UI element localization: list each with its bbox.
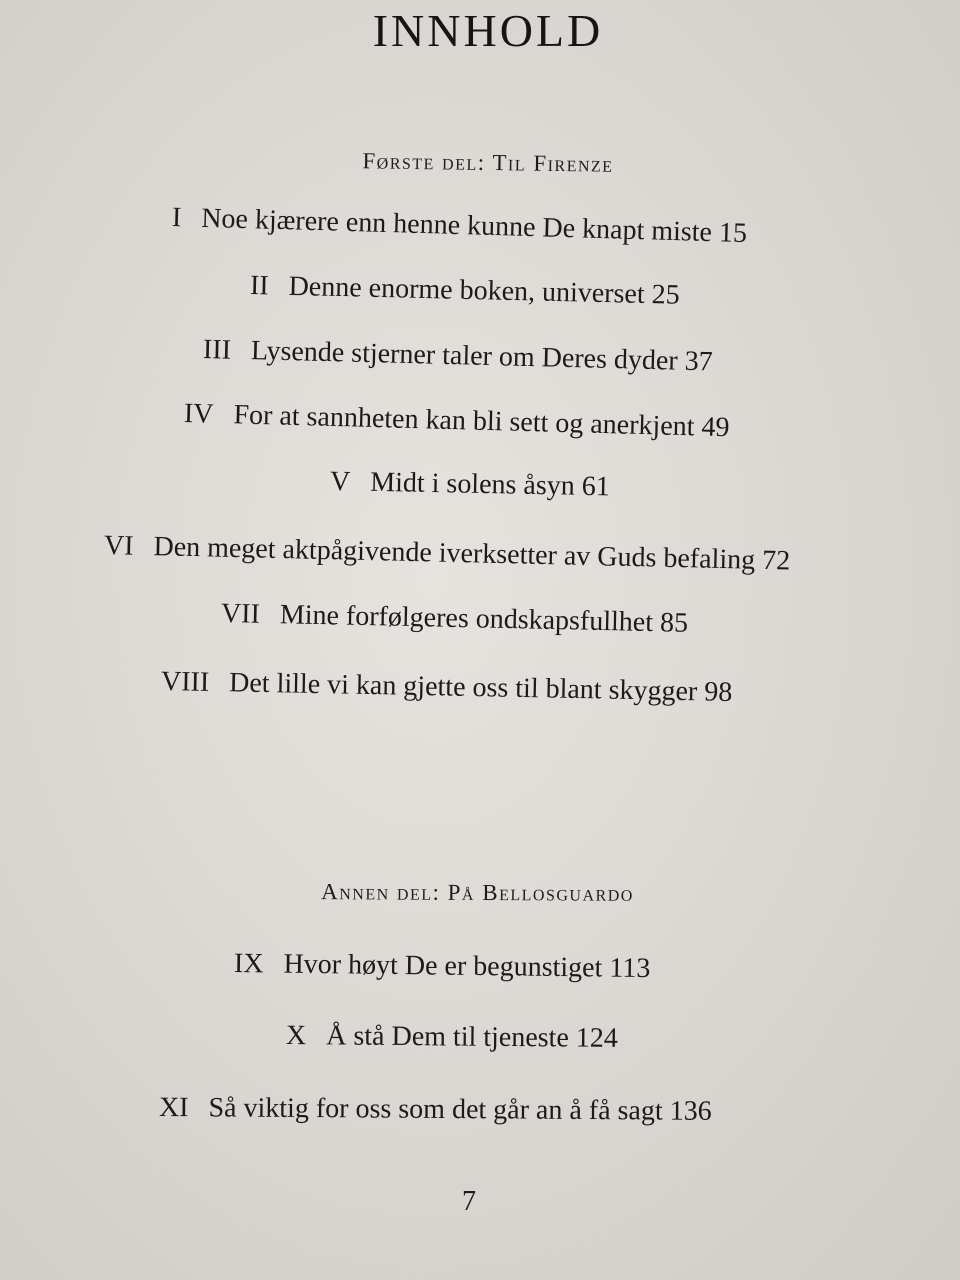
chapter-number: VI bbox=[103, 530, 134, 562]
toc-entry bbox=[159, 1092, 712, 1128]
page-number: 7 bbox=[462, 1186, 476, 1217]
chapter-title: Den meget aktpågivende iverksetter av Guds befaling 72 bbox=[153, 531, 791, 577]
chapter-title: Å stå Dem til tjeneste 124 bbox=[326, 1020, 618, 1054]
chapter-number: VIII bbox=[160, 666, 210, 698]
chapter-number: X bbox=[285, 1020, 307, 1052]
toc-entry bbox=[221, 598, 689, 640]
chapter-title: Det lille vi kan gjette oss til blant skygger 98 bbox=[228, 667, 733, 708]
part-heading-first: Første del: Til Firenze bbox=[362, 148, 614, 177]
chapter-number: IV bbox=[183, 398, 214, 430]
chapter-number: II bbox=[249, 270, 270, 302]
toc-entry bbox=[104, 530, 791, 578]
chapter-number: V bbox=[329, 466, 351, 498]
toc-entry bbox=[286, 1020, 618, 1055]
page-title: INNHOLD bbox=[372, 5, 604, 56]
toc-entry bbox=[330, 466, 610, 503]
toc-entry bbox=[203, 334, 713, 378]
chapter-number: I bbox=[171, 202, 182, 234]
chapter-title: Denne enorme boken, universet 25 bbox=[288, 270, 681, 311]
toc-entry bbox=[250, 270, 680, 312]
part-heading-second: Annen del: På Bellosguardo bbox=[321, 879, 634, 906]
chapter-title: Hvor høyt De er begunstiget 113 bbox=[283, 948, 651, 985]
chapter-title: Mine forfølgeres ondskapsfullhet 85 bbox=[279, 599, 689, 639]
chapter-title: Så viktig for oss som det går an å få sagt 136 bbox=[208, 1092, 712, 1127]
chapter-title: Lysende stjerner taler om Deres dyder 37 bbox=[250, 335, 714, 378]
chapter-title: Midt i solens åsyn 61 bbox=[369, 466, 611, 503]
chapter-number: IX bbox=[233, 948, 264, 980]
toc-entry bbox=[161, 666, 733, 709]
toc-entry bbox=[172, 202, 748, 250]
chapter-title: For at sannheten kan bli sett og anerkjent 49 bbox=[233, 399, 730, 444]
chapter-title: Noe kjærere enn henne kunne De knapt miste 15 bbox=[200, 202, 748, 250]
toc-entry bbox=[234, 948, 651, 985]
toc-entry bbox=[184, 398, 730, 444]
chapter-number: VII bbox=[220, 598, 261, 630]
chapter-number: XI bbox=[158, 1092, 189, 1124]
chapter-number: III bbox=[202, 334, 232, 366]
